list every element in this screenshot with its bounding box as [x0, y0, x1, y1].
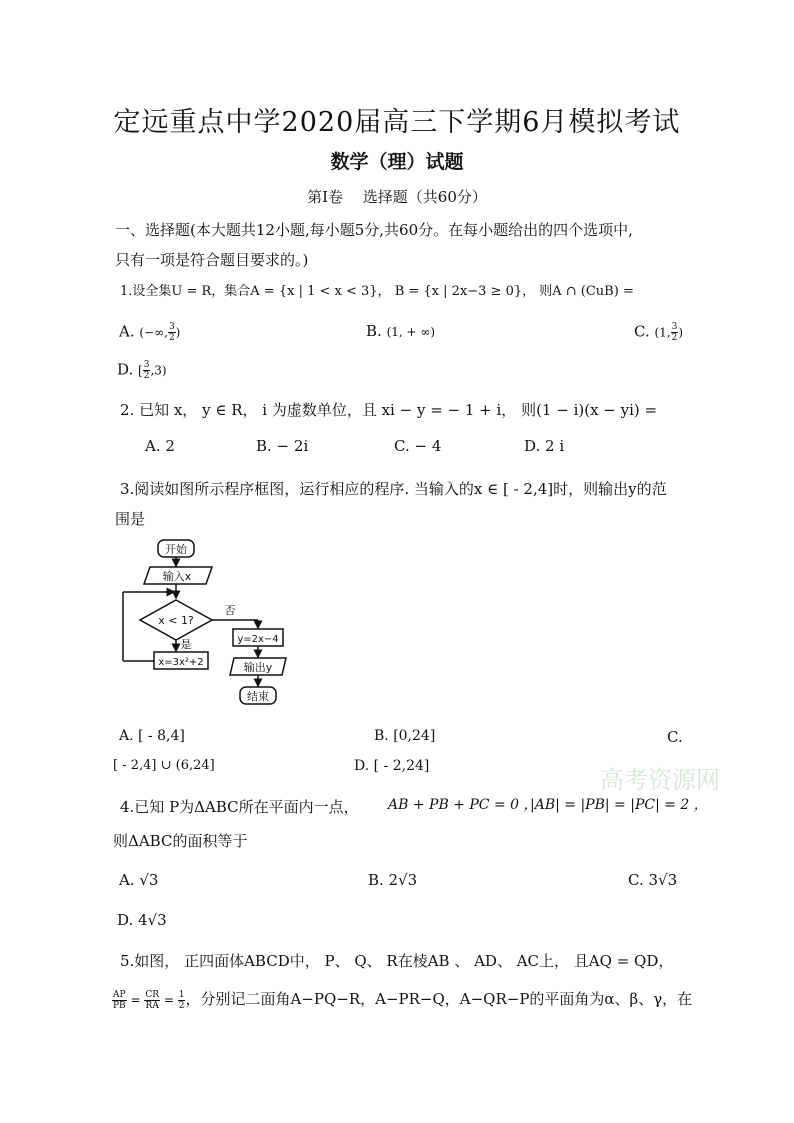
flow-start-label: 开始: [165, 543, 187, 556]
q5-line1: 5.如图， 正四面体ABCD中， P、 Q、 R在棱AB 、 AD、 AC上， 且AQ = QD，: [120, 952, 674, 970]
q1-option-c: [634, 322, 683, 343]
frac-den: 2: [178, 1000, 185, 1011]
q5-line2: [112, 988, 692, 1011]
q4-magnitude-equation: |AB| = |PB| = |PC| = 2 ，: [530, 797, 708, 813]
flow-output-label: 输出y: [243, 661, 273, 674]
section-heading: 第I卷 选择题（共60分）: [307, 188, 487, 206]
q4-option-a: A. √3: [119, 871, 159, 889]
frac-num: 3: [143, 360, 150, 370]
q1-a-text: (−∞,: [139, 325, 168, 340]
flow-no-label: 否: [224, 604, 236, 617]
q4-vector-equation: AB + PB + PC = 0 ，: [388, 797, 538, 813]
q1-d-text: [: [138, 363, 143, 378]
q1-stem: 1.设全集U = R，集合A = {x | 1 < x < 3}， B = {x | 2x−3 ≥ 0}， 则A ∩ (CuB) =: [120, 284, 634, 299]
q1-b-text: (1, + ∞): [386, 325, 436, 339]
q2-stem: 2. 已知 x， y ∈ R， i 为虚数单位，且 xi − y = − 1 + i， 则(1 − i)(x − yi) =: [120, 401, 658, 419]
q5-equals: =: [160, 993, 178, 1007]
frac-den: RA: [145, 1000, 159, 1011]
q1-a-label: A.: [119, 322, 135, 341]
q1-c-close: ): [678, 325, 684, 340]
q1-d-label: D.: [117, 360, 134, 379]
page-title: 定远重点中学2020届高三下学期6月模拟考试: [113, 107, 681, 138]
q3-line1: 3.阅读如图所示程序框图，运行相应的程序. 当输入的x ∈ [ - 2,4]时，则输出y的范: [120, 480, 667, 498]
q1-a-close: ): [175, 325, 181, 340]
flow-input-label: 输入x: [162, 570, 192, 583]
frac-num: 1: [178, 989, 185, 1000]
q4-option-c: C. 3√3: [628, 871, 678, 889]
q5-equals: =: [126, 993, 145, 1007]
frac-num: 3: [168, 322, 175, 332]
q2-option-d: D. 2 i: [524, 437, 565, 455]
q1-a-frac: [168, 322, 176, 343]
q2-option-b: B. − 2i: [256, 437, 309, 455]
q1-c-text: (1,: [654, 325, 671, 340]
q5-line2-tail: ，分别记二面角A−PQ−R，A−PR−Q，A−QR−P的平面角为α、β、γ，在: [185, 990, 693, 1008]
q2-option-a: A. 2: [145, 437, 175, 455]
q1-option-d: [117, 360, 167, 381]
q1-b-label: B.: [366, 322, 382, 340]
q3-option-b: B. [0,24]: [374, 728, 436, 744]
frac-num: CR: [145, 989, 160, 1000]
q5-frac-ap-pb: [112, 990, 127, 1011]
q3-option-d: D. [ - 2,24]: [354, 758, 430, 774]
q3-option-c-text: [ - 2,4] ∪ (6,24]: [113, 758, 215, 773]
q5-frac-cr-ra: [144, 990, 160, 1011]
q2-option-c: C. − 4: [394, 437, 442, 455]
flow-decision-label: x < 1?: [158, 614, 194, 627]
q4-option-d: D. 4√3: [117, 911, 167, 929]
page-subtitle: 数学（理）试题: [330, 151, 464, 173]
q1-option-a: [119, 322, 180, 343]
q3-option-c-label: C.: [667, 728, 683, 746]
q1-c-label: C.: [634, 322, 650, 341]
q1-option-b: [366, 322, 435, 340]
frac-den: 2: [168, 333, 175, 343]
q4-option-b: B. 2√3: [368, 871, 418, 889]
instructions-line2: 只有一项是符合题目要求的。): [115, 251, 309, 269]
frac-den: 2: [671, 333, 678, 343]
q4-line1: 4.已知 P为ΔABC所在平面内一点，: [120, 798, 359, 816]
flow-assign-y-label: y=2x−4: [237, 634, 279, 645]
flow-assign-x-label: x=3x²+2: [158, 657, 204, 668]
q3-option-a: A. [ - 8,4]: [119, 728, 185, 744]
watermark: 高考资源网: [600, 766, 720, 794]
frac-den: PB: [113, 1000, 126, 1011]
q3-line2: 围是: [115, 510, 146, 528]
flow-end-label: 结束: [247, 690, 269, 703]
frac-den: 2: [143, 371, 150, 381]
instructions-line1: 一、选择题(本大题共12小题,每小题5分,共60分。在每小题给出的四个选项中,: [115, 221, 633, 239]
q4-line2: 则ΔABC的面积等于: [113, 832, 248, 850]
flowchart: [118, 536, 318, 711]
frac-num: 3: [671, 322, 678, 332]
q1-d-tail: ,3): [150, 363, 167, 378]
frac-num: AP: [113, 989, 126, 1000]
flow-yes-label: 是: [180, 638, 192, 651]
